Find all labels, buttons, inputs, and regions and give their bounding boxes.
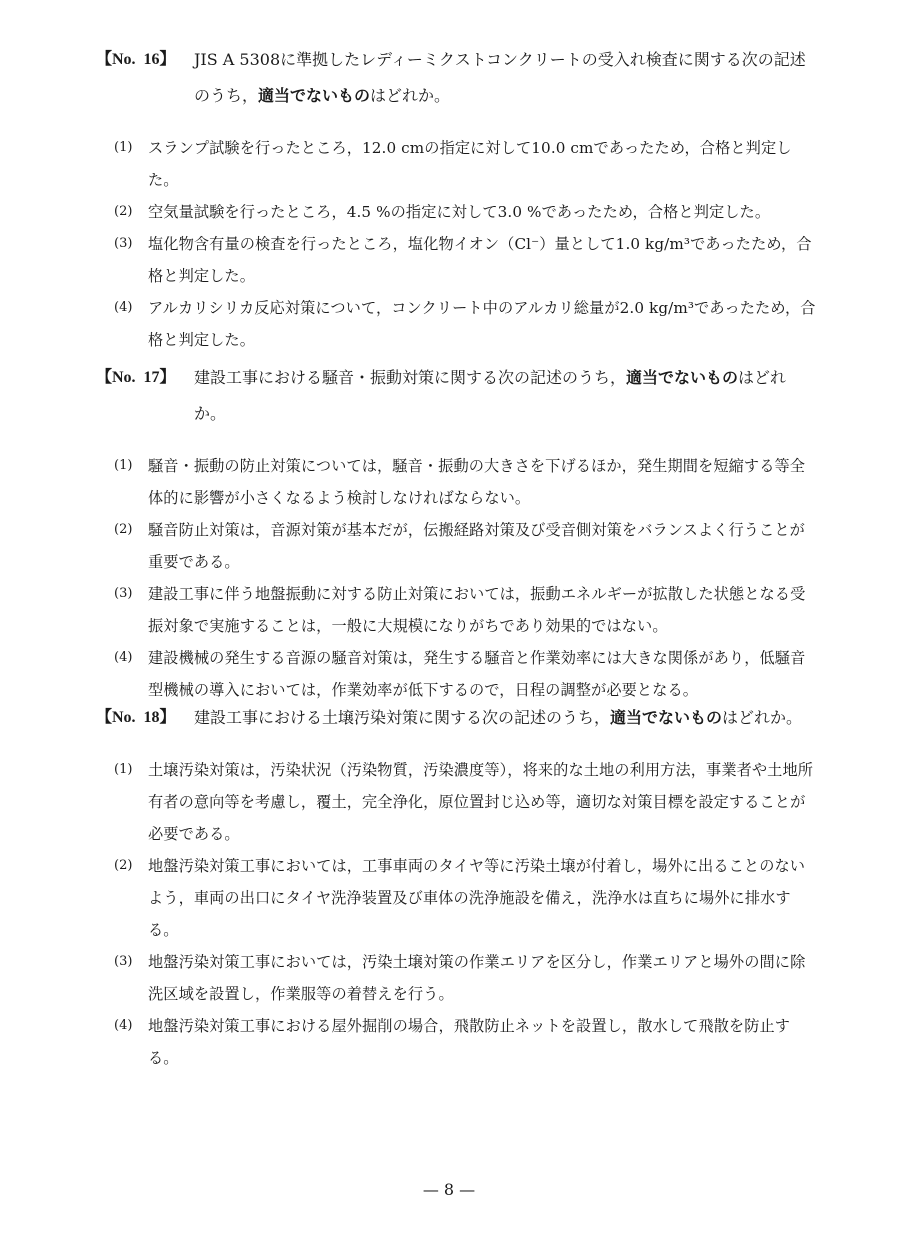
option-item — [96, 1010, 816, 1074]
question-text: 建設工事における土壌汚染対策に関する次の記述のうち，適当でないものはどれか。 — [194, 708, 803, 727]
question-number: 【No. 18】 — [96, 709, 176, 726]
option-item — [96, 292, 816, 356]
option-item — [96, 850, 816, 946]
question-17 — [96, 360, 816, 706]
option-item — [96, 754, 816, 850]
question-emphasis: 適当でないもの — [258, 86, 371, 105]
option-label: (3) — [114, 954, 133, 969]
page-number: — 8 — — [422, 1180, 476, 1199]
option-list — [96, 450, 816, 706]
question-heading — [96, 700, 816, 736]
option-list — [96, 132, 816, 356]
option-text: 土壌汚染対策は，汚染状況（汚染物質，汚染濃度等），将来的な土地の利用方法，事業者や土地所有者の意向等を考慮し，覆土，完全浄化，原位置封じ込め等，適切な対策目標を設定することが必要である。 — [148, 761, 814, 843]
option-item — [96, 578, 816, 642]
option-text: 騒音・振動の防止対策については，騒音・振動の大きさを下げるほか，発生期間を短縮する等全体的に影響が小さくなるよう検討しなければならない。 — [148, 457, 806, 507]
question-number: 【No. 17】 — [96, 369, 176, 386]
option-item — [96, 228, 816, 292]
question-text: 建設工事における騒音・振動対策に関する次の記述のうち，適当でないものはどれか。 — [194, 368, 787, 423]
question-18 — [96, 700, 816, 1074]
option-label: (2) — [114, 858, 133, 873]
option-label: (3) — [114, 586, 133, 601]
option-item — [96, 514, 816, 578]
option-text: 騒音防止対策は，音源対策が基本だが，伝搬経路対策及び受音側対策をバランスよく行うことが重要である。 — [148, 521, 805, 571]
option-text: 建設機械の発生する音源の騒音対策は，発生する騒音と作業効率には大きな関係があり，低騒音型機械の導入においては，作業効率が低下するので，日程の調整が必要となる。 — [148, 649, 806, 699]
option-item — [96, 196, 816, 228]
option-item — [96, 132, 816, 196]
option-label: (2) — [114, 522, 133, 537]
option-label: (1) — [114, 140, 133, 155]
option-text: 地盤汚染対策工事においては，工事車両のタイヤ等に汚染土壌が付着し，場外に出ることのないよう，車両の出口にタイヤ洗浄装置及び車体の洗浄施設を備え，洗浄水は直ちに場外に排水する。 — [148, 857, 806, 939]
question-heading — [96, 42, 816, 114]
question-emphasis: 適当でないもの — [610, 708, 723, 727]
option-item — [96, 946, 816, 1010]
question-number: 【No. 16】 — [96, 51, 176, 68]
question-heading — [96, 360, 816, 432]
option-text: 空気量試験を行ったところ，4.5 %の指定に対して3.0 %であったため，合格と判定した。 — [148, 203, 771, 221]
option-label: (4) — [114, 650, 133, 665]
option-text: 地盤汚染対策工事における屋外掘削の場合，飛散防止ネットを設置し，散水して飛散を防止する。 — [148, 1017, 791, 1067]
question-16 — [96, 42, 816, 356]
option-label: (1) — [114, 458, 133, 473]
option-text: 塩化物含有量の検査を行ったところ，塩化物イオン（Cl⁻）量として1.0 kg/m³であったため，合格と判定した。 — [148, 235, 812, 285]
option-label: (4) — [114, 300, 133, 315]
option-list — [96, 754, 816, 1074]
option-text: アルカリシリカ反応対策について，コンクリート中のアルカリ総量が2.0 kg/m³であったため，合格と判定した。 — [148, 299, 816, 349]
option-text: スランプ試験を行ったところ，12.0 cmの指定に対して10.0 cmであったため，合格と判定した。 — [148, 139, 792, 189]
option-label: (3) — [114, 236, 133, 251]
question-emphasis: 適当でないもの — [626, 368, 739, 387]
option-item — [96, 450, 816, 514]
option-text: 地盤汚染対策工事においては，汚染土壌対策の作業エリアを区分し，作業エリアと場外の間に除洗区域を設置し，作業服等の着替えを行う。 — [148, 953, 806, 1003]
question-text: JIS A 5308に準拠したレディーミクストコンクリートの受入れ検査に関する次の記述のうち，適当でないものはどれか。 — [194, 50, 806, 105]
option-label: (1) — [114, 762, 133, 777]
option-label: (4) — [114, 1018, 133, 1033]
option-item — [96, 642, 816, 706]
option-text: 建設工事に伴う地盤振動に対する防止対策においては，振動エネルギーが拡散した状態となる受振対象で実施することは，一般に大規模になりがちであり効果的ではない。 — [148, 585, 806, 635]
option-label: (2) — [114, 204, 133, 219]
